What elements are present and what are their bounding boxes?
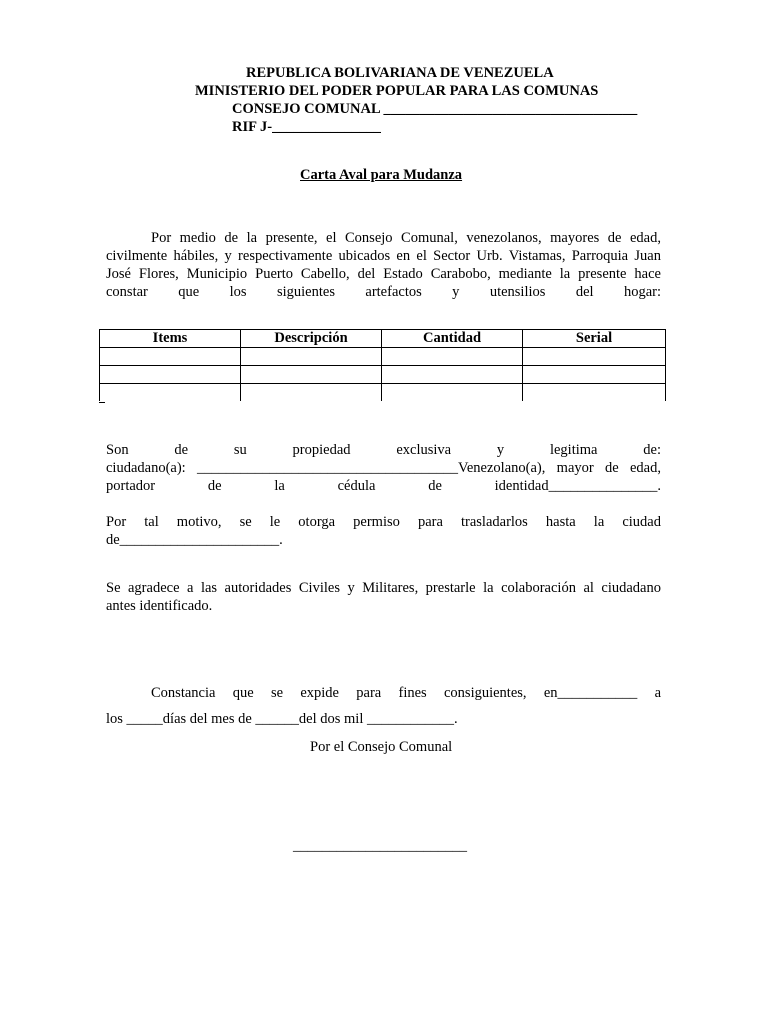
col-header-cantidad: Cantidad <box>382 330 523 348</box>
table-cell[interactable] <box>523 348 666 366</box>
table-corner-mark <box>99 402 105 403</box>
table-cell[interactable] <box>523 366 666 384</box>
table-row <box>100 366 666 384</box>
items-table <box>99 329 666 401</box>
intro-line-3: José Flores, Municipio Puerto Cabello, del Estado Carabobo, mediante la presente hace <box>106 266 661 282</box>
header-republic: REPUBLICA BOLIVARIANA DE VENEZUELA <box>246 65 554 81</box>
thanks-line-2: antes identificado. <box>106 598 213 614</box>
col-header-serial: Serial <box>523 330 666 348</box>
ownership-line-3: portador de la cédula de identidad_______________. <box>106 478 661 494</box>
table-cell[interactable] <box>100 366 241 384</box>
permission-line-1: Por tal motivo, se le otorga permiso para trasladarlos hasta la ciudad <box>106 514 661 530</box>
header-rif: RIF J-_______________ <box>232 119 381 135</box>
header-ministry: MINISTERIO DEL PODER POPULAR PARA LAS COMUNAS <box>195 83 599 99</box>
table-cell[interactable] <box>241 384 382 402</box>
table-cell[interactable] <box>382 384 523 402</box>
signature-caption: Por el Consejo Comunal <box>310 739 453 755</box>
table-cell[interactable] <box>241 366 382 384</box>
signature-line: ________________________ <box>293 838 467 854</box>
document-title: Carta Aval para Mudanza <box>300 167 463 183</box>
intro-line-4: constar que los siguientes artefactos y utensilios del hogar: <box>106 284 661 300</box>
table-cell[interactable] <box>523 384 666 402</box>
table-row <box>100 348 666 366</box>
constancia-line-2: los _____días del mes de ______del dos mil ____________. <box>106 711 458 727</box>
table-cell[interactable] <box>382 366 523 384</box>
intro-line-1: Por medio de la presente, el Consejo Comunal, venezolanos, mayores de edad, <box>151 230 661 246</box>
ownership-line-1: Son de su propiedad exclusiva y legitima de: <box>106 442 661 458</box>
ownership-line-2: ciudadano(a): ____________________________________Venezolano(a), mayor de edad, <box>106 460 661 476</box>
permission-line-2: de______________________. <box>106 532 283 548</box>
table-row <box>100 384 666 402</box>
table-cell[interactable] <box>241 348 382 366</box>
constancia-line-1: Constancia que se expide para fines consiguientes, en___________ a <box>151 685 661 701</box>
header-consejo: CONSEJO COMUNAL ___________________________________ <box>232 101 638 117</box>
table-header-row <box>100 330 666 348</box>
col-header-items: Items <box>100 330 241 348</box>
col-header-descripcion: Descripción <box>241 330 382 348</box>
table-cell[interactable] <box>100 384 241 402</box>
table-cell[interactable] <box>100 348 241 366</box>
thanks-line-1: Se agradece a las autoridades Civiles y Militares, prestarle la colaboración al ciudadano <box>106 580 661 596</box>
intro-line-2: civilmente hábiles, y respectivamente ubicados en el Sector Urb. Vistamas, Parroquia Juan <box>106 248 661 264</box>
table-cell[interactable] <box>382 348 523 366</box>
